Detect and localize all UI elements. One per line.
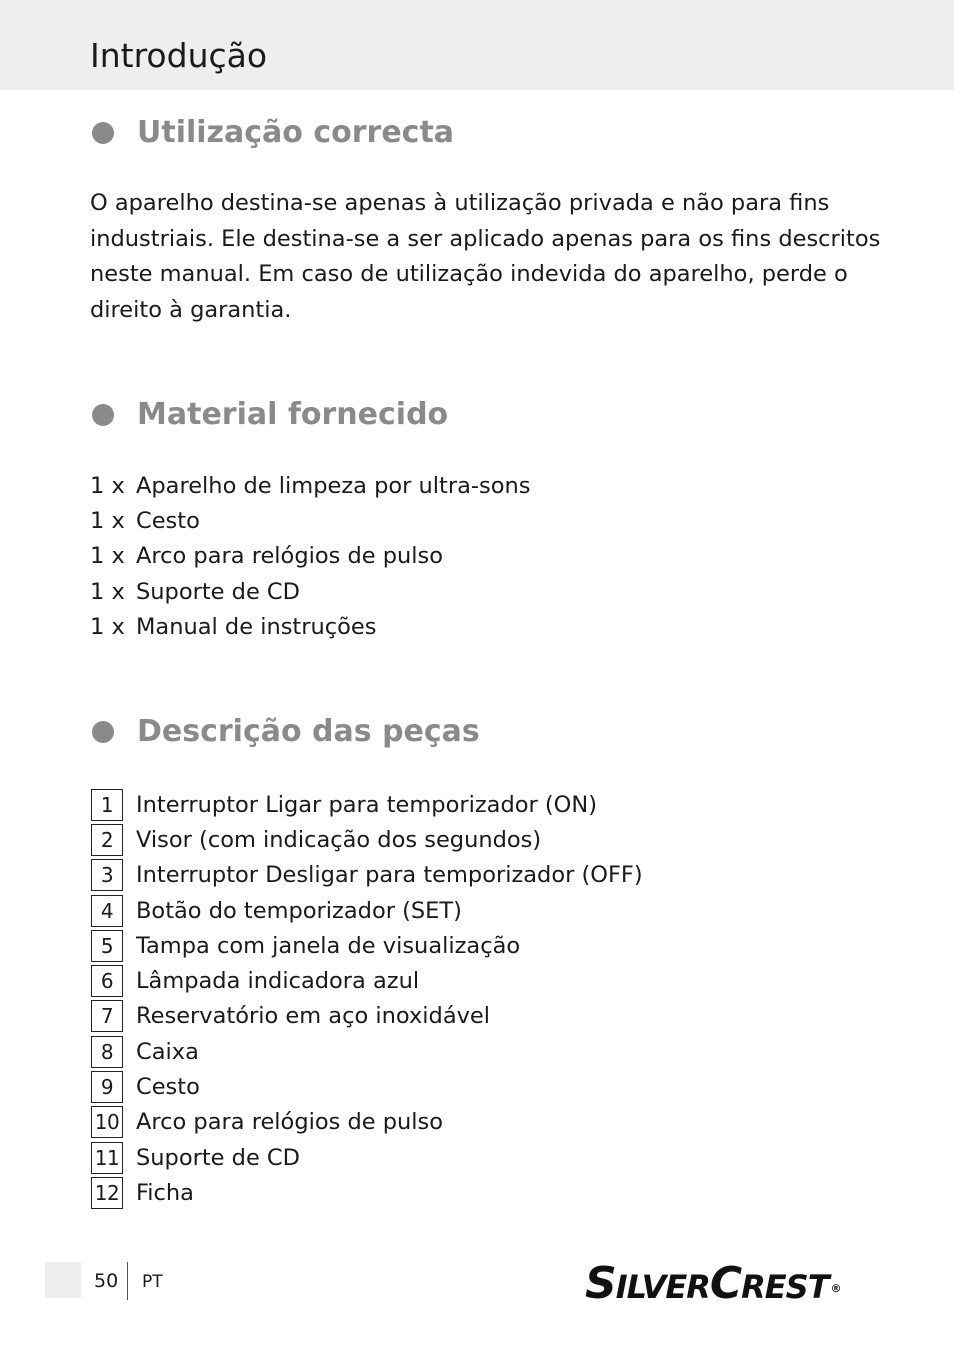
part-number-box: 10: [91, 1106, 123, 1138]
item-quantity: 1 x: [90, 472, 125, 499]
language-code: PT: [142, 1272, 163, 1292]
part-label: Arco para relógios de pulso: [136, 1109, 444, 1136]
part-label: Botão do temporizador (SET): [136, 897, 462, 924]
list-item: [90, 574, 530, 609]
section-heading-text: Descrição das peças: [137, 714, 480, 749]
part-label: Tampa com janela de visualização: [136, 932, 521, 959]
list-item: [91, 858, 643, 893]
part-number-box: 9: [91, 1071, 123, 1103]
bullet-dot-icon: [92, 122, 114, 144]
part-label: Interruptor Ligar para temporizador (ON): [136, 791, 597, 818]
item-quantity: 1 x: [90, 507, 125, 534]
part-label: Lâmpada indicadora azul: [136, 968, 420, 995]
page-number: 50: [94, 1270, 119, 1292]
part-number-box: 2: [91, 824, 123, 856]
section-heading-text: Utilização correcta: [137, 115, 455, 150]
item-label: Manual de instruções: [136, 613, 377, 640]
paragraph-line: direito à garantia.: [90, 296, 292, 323]
supplied-items-list: [90, 468, 530, 644]
list-item: [90, 468, 530, 503]
list-item: [91, 893, 643, 928]
part-number-box: 6: [91, 965, 123, 997]
item-label: Suporte de CD: [136, 578, 300, 605]
part-label: Caixa: [136, 1038, 199, 1065]
footer-divider: [127, 1262, 128, 1300]
paragraph-line: neste manual. Em caso de utilização indevida do aparelho, perde o: [90, 261, 848, 287]
list-item: [91, 928, 643, 963]
item-quantity: 1 x: [90, 543, 125, 570]
item-quantity: 1 x: [90, 613, 125, 640]
list-item: [91, 822, 643, 857]
list-item: [91, 1175, 643, 1210]
list-item: [90, 503, 530, 538]
paragraph-line: O aparelho destina-se apenas à utilização privada e não para fins: [90, 190, 830, 216]
part-label: Cesto: [136, 1074, 200, 1101]
section-heading-usage: [90, 115, 455, 150]
part-number-box: 3: [91, 859, 123, 891]
part-number-box: 1: [91, 789, 123, 821]
part-number-box: 5: [91, 930, 123, 962]
item-label: Arco para relógios de pulso: [136, 543, 444, 570]
list-item: [91, 1105, 643, 1140]
list-item: [91, 1069, 643, 1104]
part-label: Ficha: [136, 1179, 194, 1206]
usage-paragraph: [90, 186, 880, 328]
paragraph-line: industriais. Ele destina-se a ser aplicado apenas para os fins descritos: [90, 225, 881, 252]
list-item: [91, 787, 643, 822]
list-item: [91, 999, 643, 1034]
silvercrest-logo: SILVERCREST ®: [585, 1258, 841, 1309]
item-label: Cesto: [136, 507, 200, 534]
part-number-box: 7: [91, 1000, 123, 1032]
parts-list: [91, 787, 643, 1211]
bullet-dot-icon: [92, 721, 114, 743]
list-item: [90, 539, 530, 574]
part-number-box: 4: [91, 895, 123, 927]
list-item: [90, 609, 530, 644]
footer-square: [45, 1262, 81, 1298]
part-number-box: 12: [91, 1177, 123, 1209]
page-title: Introdução: [90, 36, 268, 75]
list-item: [91, 1034, 643, 1069]
part-number-box: 11: [91, 1142, 123, 1174]
item-label: Aparelho de limpeza por ultra-sons: [136, 472, 531, 499]
part-number-box: 8: [91, 1036, 123, 1068]
item-quantity: 1 x: [90, 578, 125, 605]
section-heading-text: Material fornecido: [137, 397, 449, 432]
part-label: Suporte de CD: [136, 1144, 300, 1171]
list-item: [91, 963, 643, 998]
section-heading-parts: [90, 714, 480, 749]
part-label: Visor (com indicação dos segundos): [136, 826, 542, 853]
section-heading-supplied: [90, 397, 449, 432]
list-item: [91, 1140, 643, 1175]
part-label: Reservatório em aço inoxidável: [136, 1003, 491, 1030]
part-label: Interruptor Desligar para temporizador (OFF): [136, 862, 643, 889]
bullet-dot-icon: [92, 404, 114, 426]
